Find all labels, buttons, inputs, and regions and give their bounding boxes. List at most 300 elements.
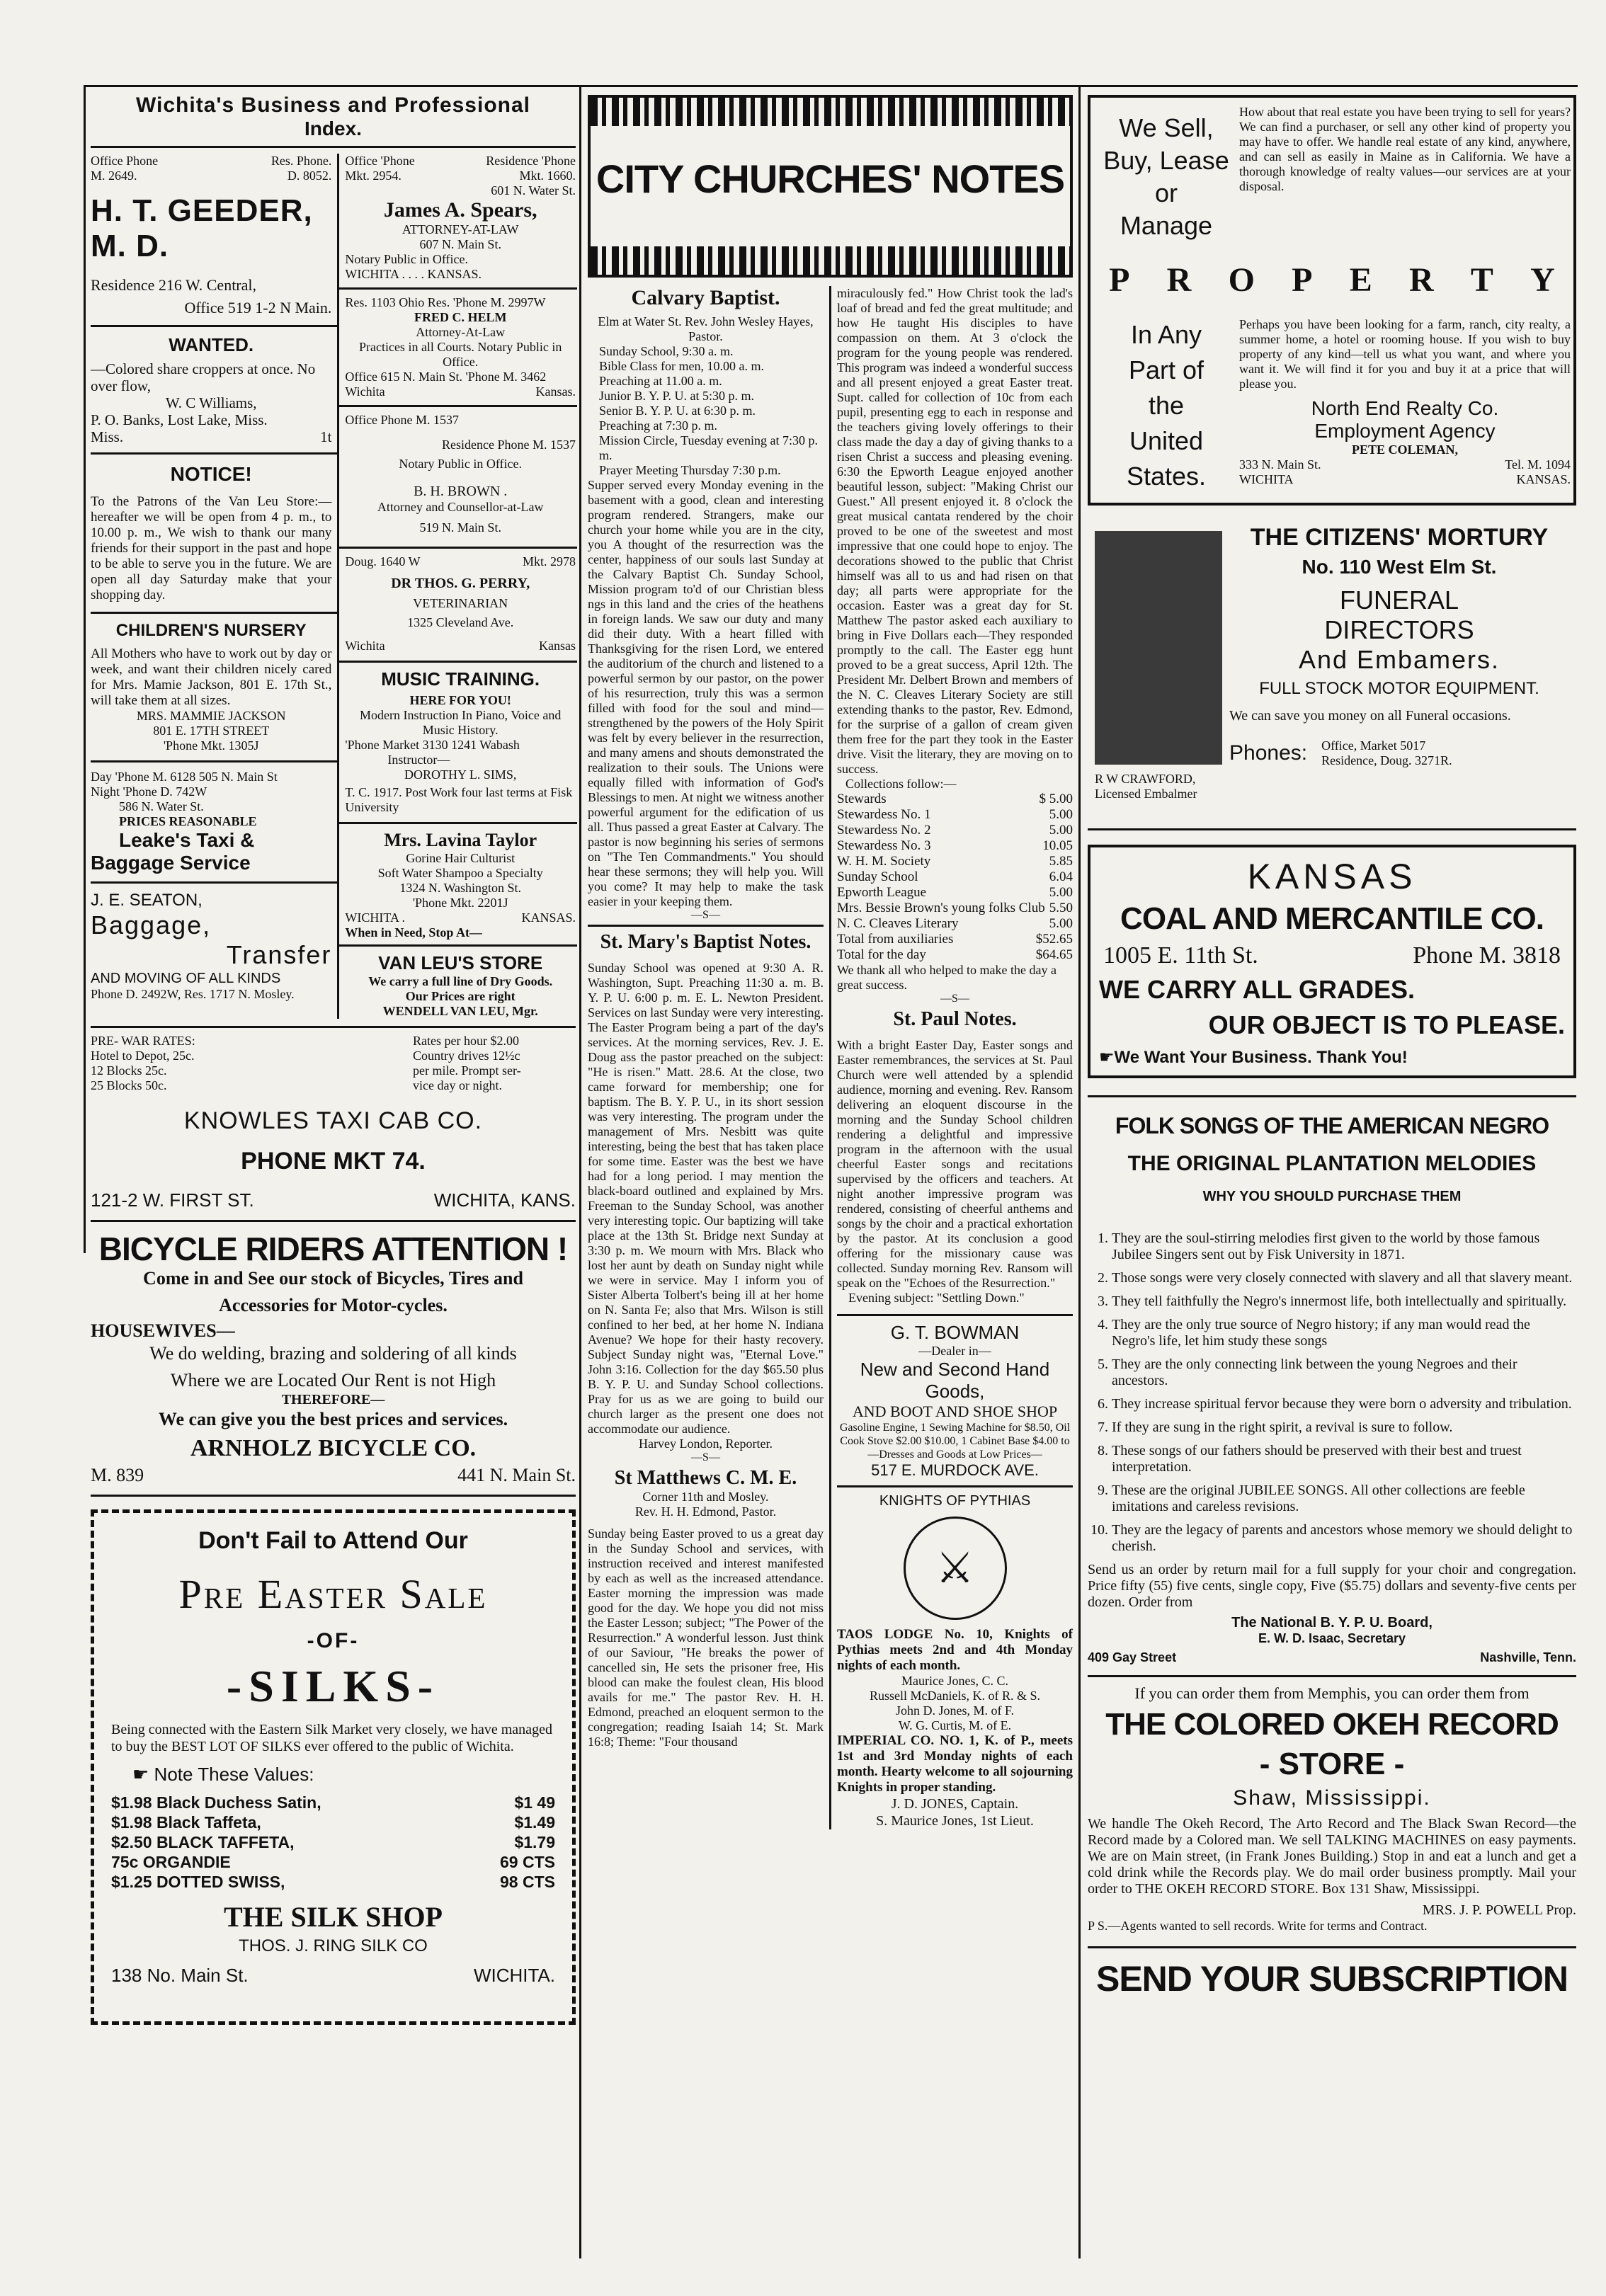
spears-res-phone: Residence 'Phone Mkt. 1660.: [486, 154, 576, 183]
schedule-line: Preaching at 11.00 a. m.: [599, 374, 722, 388]
silk-silks: -SILKS-: [226, 1661, 440, 1711]
taylor-city: WICHITA .: [345, 910, 405, 925]
collections-table: [837, 792, 1073, 963]
knowles-name: KNOWLES TAXI CAB CO.: [183, 1107, 483, 1134]
folk-title: FOLK SONGS OF THE AMERICAN NEGRO: [1115, 1113, 1549, 1138]
helm-title: Attorney-At-Law: [416, 325, 506, 339]
okeh-body: We handle The Okeh Record, The Arto Record and The Black Swan Record—the Record made by a Colored man. We sell TALKING MACHINES on easy payments. We are on Main street, (in Frank Jones Building.) Stop in and eat a lunch and get a cold drink while the Records play. We do mail order business promptly. Mail your order to THE OKEH RECORD STORE. Box 131 Shaw, Mississippi.: [1088, 1816, 1576, 1897]
schedule-line: Preaching at 7:30 p. m.: [599, 418, 717, 433]
collection-amount: $52.65: [1035, 932, 1073, 947]
folk-reason: 2. Those songs were very closely connected with slavery and all that slavery meant.: [1112, 1270, 1576, 1286]
leake-addr: 586 N. Water St.: [119, 799, 204, 813]
divider: [91, 1026, 576, 1028]
rate-line: 25 Blocks 50c.: [91, 1078, 167, 1092]
bicycle-ad: [91, 1230, 576, 1486]
photo-caption: R W CRAWFORD,: [1095, 772, 1196, 786]
collection-row: [837, 885, 1073, 901]
kansas-grades: WE CARRY ALL GRADES.: [1099, 975, 1416, 1004]
spears-notary: Notary Public in Office.: [345, 252, 469, 266]
leake-prices: PRICES REASONABLE: [119, 814, 257, 828]
taylor-address: 1324 N. Washington St.: [399, 881, 522, 895]
bicycle-line3: We do welding, brazing and soldering of all kinds: [149, 1343, 517, 1364]
wanted-tail2: 1t: [320, 428, 332, 445]
collection-amount: 5.50: [1049, 901, 1073, 915]
seaton-phone: Phone D. 2492W, Res. 1717 N. Mosley.: [91, 987, 295, 1001]
helm-state: Kansas.: [535, 384, 576, 399]
stpaul-body: With a bright Easter Day, Easter songs and Easter remembrances, the services at St. Paul Church were well attended by a splendid audience, morning and evening. Rev. Ransom delivering an eloquent discourse in the morning and the Sunday School children rendering a delightful and impressive program in the afternoon with the usual cheerful Easter songs and recitations supervised by the officers and teachers. At night another impressive program was rendered, consisting of cheerful anthems and songs by the choir and a practical exhortation by the pastor. At its conclusion a good offering for the missionary cause was collected. Sunday morning Rev. Ransom will speak on the "Echoes of the Resurrection.": [837, 1038, 1073, 1290]
collection-label: Mrs. Bessie Brown's young folks Club: [837, 901, 1045, 915]
taylor-note: When in Need, Stop At—: [345, 925, 482, 939]
realty-manager: PETE COLEMAN,: [1351, 442, 1458, 457]
divider: [339, 405, 577, 407]
kansas-want-text: We Want Your Business. Thank You!: [1114, 1048, 1408, 1067]
collection-amount: 10.05: [1042, 838, 1073, 853]
notice-body: To the Patrons of the Van Leu Store:—hereafter we will be open from 4 p. m., to 10.00 p. m., We wish to thank our many friends for their support in the past and hope to be able to serve you in the future. We are open all day Saturday make that your shopping day.: [91, 494, 332, 602]
kop-officer: Maurice Jones, C. C.: [901, 1674, 1008, 1688]
helm-office: Office 615 N. Main St. 'Phone M. 3462: [345, 370, 547, 384]
folk-songs-ad: [1088, 1095, 1576, 1665]
price-value: $1.79: [514, 1833, 555, 1851]
collection-label: Stewardess No. 2: [837, 823, 931, 838]
kansas-coal-ad: [1088, 845, 1576, 1078]
collection-amount: 6.04: [1049, 869, 1073, 884]
property-banner: [1090, 261, 1573, 299]
brown-notary: Notary Public in Office.: [399, 457, 523, 471]
wanted-address: P. O. Banks, Lost Lake, Miss.: [91, 411, 268, 428]
knowles-left-rates: [91, 1034, 195, 1093]
church-subcolumn-left: Calvary Baptist. Elm at Water St. Rev. John Wesley Hayes, Pastor. Sunday School, 9:30 a. m. Bible Class for men, 10.00 a. m. Preaching at 11.00 a. m. Junior B. Y. P. U. at 5:30 p. m. Senior B. Y. P. U. at 6:30 p. m. Preaching at 7:30 p. m. Mission Circle, Tuesday evening at 7:30 p. m. Prayer Meeting Thursday 7:30 p.m. Supper served every Monday evening in the basement with a good, clean and interesting program rendered. Strangers, make our church your home while you are in the city, you A thought of the resurrection was the center, happiness of our souls last Sunday at the Calvary Baptist Ch. Sunday School, Mission program to'd of our Christian bless ngs in this land and the cries of the heathens in foreign lands. We saw our duty and many did their duty. With a heart filled with Thanksgiving for the risen Lord, we entered the auditorium of the church and listened to a powerful sermon by our pastor, on the power of his resurrection, truly this was a sermon filled with food for the soul and mind—strengthened by the powers of the Holy Spirit was felt by every believer in the resurrection, and many amens and shouts demonstrated the realization to their souls. The Unions were equally filled with information of God's Blessings to men. At night we witness another powerful argument for the edification of us all. Thus passed a great Easter at Calvary. The pastor is now beginning his series of sermons on "The Ten Commandments." You should hear these sermons; they will help you. Will you come? It may help to make the task easier in your keeping them. —S— St. Mary's Baptist Notes. Sunday School was opened at 9:30 A. R. Washington, Supt. Preaching 11:30 a. m. B. Y. P. U. 6:00 p. m. E. L. Newton President. Services on last Sunday were very interesting. The Easter Program being a part of the day's services. At the morning services, Rev. J. E. Doug ass the pastor preached on the subject: "He is risen." Matt. 28.6. At the close, two came forward for membership; one for baptism. The B. Y. P. U., in its short session was very interesting. The program under the management of Mrs. Nesbitt was quite interesting, being the best that has taken place for some time. Easter was the best we have had for a long period. I may mention the black-board outlined and explained by Mrs. Freeman to the Sunday School, was another very interesting topic. Our baptizing will take place at the 13th St. Bridge next Sunday at 3:30 p. m. We mourn with Mrs. Black who lost her aunt by death on Sunday night while we were in service. May I inform you of Sister Alberta Tolbert's being ill at her home on N. Santa Fe; also that Mrs. Wilson is still confined to her bed, at her home N. Indiana Avenue? We hope for their hasty recovery. Subject Sunday night was, "Eternal Love." John 3:16. Collection for the day $65.50 plus B. Y. P. U. and Sunday School collections. Pray for us as we are going to build our church larger as the present one does not accommodate our audience. Harvey London, Reporter. —S— St Matthews C. M. E. Corner 11th and Mosley. Rev. H. H. Edmond, Pastor. Sunday being Easter proved to us a great day in the Sunday School and services, with instruction received and interest manifested by each as well as the increased attendance. Easter morning the impression was made good for the day. We hope you did not miss the Easter Lesson; subject; "The Power of the Resurrection." A wonderful lesson. Just think of our Saviour, "He breaks the power of cancelled sin, He sets the prisoner free, His blood can make the foulest clean, His blood avails for me." The pastor Rev. H. H. Edmond, preached an eloquent sermon to the congregation; reading Isaiah 14; St. Mark 16:8; Theme: "Four thousand: [588, 286, 831, 1829]
spears-address: 601 N. Water St.: [491, 183, 576, 198]
right-column: [1088, 85, 1576, 1999]
collection-row: [837, 947, 1073, 963]
okeh-place: Shaw, Mississippi.: [1233, 1786, 1431, 1810]
mortuary-stock: FULL STOCK MOTOR EQUIPMENT.: [1259, 679, 1539, 698]
rate-line: Hotel to Depot, 25c.: [91, 1049, 195, 1063]
taylor-spec: Soft Water Shampoo a Specialty: [377, 866, 543, 880]
price-value: 69 CTS: [500, 1853, 555, 1871]
bowman-address: 517 E. MURDOCK AVE.: [871, 1461, 1039, 1479]
divider: [91, 760, 337, 763]
okeh-record-ad: [1088, 1675, 1576, 1934]
realty-ad: [1088, 95, 1576, 506]
taylor-name: Mrs. Lavina Taylor: [384, 830, 537, 850]
vanleu-title: VAN LEU'S STORE: [378, 952, 543, 973]
subscription-text: SEND YOUR SUBSCRIPTION: [1095, 1959, 1568, 1999]
okeh-title: THE COLORED OKEH RECORD: [1105, 1707, 1559, 1742]
property-letter: P: [1292, 261, 1313, 299]
silk-note: [111, 1764, 555, 1786]
music-phone: 'Phone Market 3130 1241 Wabash: [345, 738, 520, 752]
churches-banner: [588, 95, 1073, 278]
bowman-ad: [837, 1314, 1073, 1487]
bowman-dealer: —Dealer in—: [918, 1344, 991, 1358]
knowles-taxi-ad: [91, 1034, 576, 1211]
phones-label: Phones:: [1229, 741, 1308, 765]
helm-res: Res. 1103 Ohio Res. 'Phone M. 2997W: [345, 295, 546, 309]
kop-officer: W. G. Curtis, M. of E.: [898, 1718, 1012, 1732]
divider: [339, 287, 577, 290]
rate-line: Rates per hour $2.00: [413, 1034, 519, 1048]
realty-left-line: or: [1154, 178, 1178, 207]
business-index-title: Wichita's Business and Professional: [135, 93, 530, 117]
schedule-line: Sunday School, 9:30 a. m.: [599, 344, 734, 358]
okeh-ps: P S.—Agents wanted to sell records. Write for terms and Contract.: [1088, 1919, 1428, 1933]
column-rule: [579, 85, 581, 2258]
music-term: T. C. 1917. Post Work four last terms at Fisk University: [345, 785, 573, 814]
rate-line: 12 Blocks 25c.: [91, 1063, 167, 1078]
realty-left-line: Manage: [1120, 211, 1213, 240]
silk-attend: Don't Fail to Attend Our: [198, 1527, 468, 1554]
price-row: [111, 1812, 555, 1832]
kansas-object: OUR OBJECT IS TO PLEASE.: [1208, 1010, 1565, 1039]
divider: [339, 944, 577, 947]
column-rule: [1078, 85, 1081, 2258]
music-instructor-label: Instructor—: [387, 753, 450, 767]
brown-name: B. H. BROWN .: [414, 484, 508, 499]
spears-name: James A. Spears,: [383, 198, 537, 222]
brown-address: 519 N. Main St.: [419, 520, 501, 535]
bowman-line2: Goods,: [925, 1381, 985, 1402]
folk-reason: 1. They are the soul-stirring melodies first given to the world by those famous Jubilee Singers sent out by Fisk University in 1871.: [1112, 1230, 1576, 1263]
divider: [91, 325, 337, 327]
stmatthews-sub1: Corner 11th and Mosley.: [642, 1490, 769, 1504]
calvary-intro: Elm at Water St. Rev. John Wesley Hayes, Pastor.: [598, 314, 814, 343]
bicycle-line1: Come in and See our stock of Bicycles, Tires and: [143, 1268, 523, 1289]
office-phone: Office Phone M. 2649.: [91, 154, 159, 183]
collection-label: W. H. M. Society: [837, 854, 931, 869]
folk-reason: 7. If they are sung in the right spirit, a revival is sure to follow.: [1112, 1420, 1576, 1436]
perry-name: DR THOS. G. PERRY,: [391, 576, 530, 591]
knights-pythias-ad: [837, 1493, 1073, 1829]
collection-amount: 5.00: [1049, 823, 1073, 838]
rate-line: PRE- WAR RATES:: [91, 1034, 195, 1048]
music-sub: HERE FOR YOU!: [409, 693, 511, 707]
realty-tel: Tel. M. 1094: [1505, 457, 1571, 472]
collection-amount: 5.00: [1049, 885, 1073, 900]
realty-name: North End Realty Co.: [1311, 397, 1499, 419]
realty-left-line: the: [1148, 391, 1185, 420]
stmary-reporter: Harvey London, Reporter.: [639, 1437, 773, 1451]
collection-row: [837, 838, 1073, 854]
rate-line: vice day or night.: [413, 1078, 502, 1092]
folk-reasons-list: [1088, 1230, 1576, 1555]
geeder-residence: Residence 216 W. Central,: [91, 276, 257, 294]
mortuary-text: [1229, 524, 1569, 768]
collection-label: Stewards: [837, 792, 887, 806]
divider: [339, 822, 577, 824]
divider: [91, 1495, 576, 1497]
stmary-title: St. Mary's Baptist Notes.: [588, 925, 824, 954]
kansas-want: [1099, 1047, 1565, 1068]
collections-title: Collections follow:—: [845, 777, 957, 791]
divider: [91, 452, 337, 455]
folk-reason: 9. These are the original JUBILEE SONGS. All other collections are feeble imitations and careless revisions.: [1112, 1483, 1576, 1515]
perry-address: 1325 Cleveland Ave.: [407, 615, 514, 629]
price-label: 75c ORGANDIE: [111, 1853, 231, 1871]
realty-address: 333 N. Main St.: [1239, 457, 1321, 472]
price-row: [111, 1793, 555, 1812]
okeh-intro: If you can order them from Memphis, you can order them from: [1134, 1684, 1530, 1702]
realty-top-text: How about that real estate you have been trying to sell for years? We can find a purchaser, or sell any other kind of property you may have to offer. We handle real estate of any kind, anywhere, and can sell as easily in Maine as in California. We have a thorough knowledge of realty values—our services are at your disposal.: [1239, 105, 1571, 193]
leake-name: Leake's Taxi &: [119, 829, 255, 851]
kop-lieut: S. Maurice Jones, 1st Lieut.: [876, 1813, 1034, 1829]
schedule-line: Senior B. Y. P. U. at 6:30 p. m.: [599, 404, 756, 418]
realty-left-line: States.: [1126, 462, 1207, 491]
folk-reason: 4. They are the only true source of Negro history; if any man would read the Negro's life, let him study these songs: [1112, 1317, 1576, 1349]
geeder-phones: [91, 154, 331, 183]
calvary-continued: miraculously fed." How Christ took the lad's loaf of bread and fed the great multitude; and how He taught His disciples to have compassion on them. At 3 o'clock the program for the young people was rendered. This program was indeed a wonderful success and all present enjoyed a great Easter treat. Supt. called for collection of 10c from each pupil, presenting egg to each in response and the teachers giving lovely offerings to their class made the day a day of giving thanks to a risen Christ a success and pleasing evening. 6:30 the Epworth League enjoyed another beautiful lesson, subject: "Making Christ our Guest." All present enjoyed it. 8 o'clock the great musical cantata rendered by the choir proved to be one of the sweetest and most impressive that one could hope to enjoy. The decorations showed to the public that Christ himself was all to us and had risen on that day; all parts were appropriate for the occasion. Easter was a great day for St. Matthew The pastor asked each auxiliary to bring in Five Dollars each—They responded promptly to the call. The Easter egg hunt proved to be a great success, April 12th. The President Mr. Delbert Brown and members of the N. C. Cleaves Literary Society are still extending thanks to the pastor, Rev. Edmond, for the surprise of a gallon of cream given them free for the part they took in the Easter drive. Visit the literary, they are moving on to success.: [837, 286, 1073, 776]
schedule-line: Mission Circle, Tuesday evening at 7:30 p. m.: [599, 433, 818, 462]
price-row: [111, 1852, 555, 1872]
collection-label: Stewardess No. 1: [837, 807, 931, 822]
kansas-address: 1005 E. 11th St.: [1103, 942, 1258, 969]
stmatthews-sub2: Rev. H. H. Edmond, Pastor.: [634, 1504, 777, 1519]
divider: [91, 1220, 576, 1222]
calvary-title: Calvary Baptist.: [631, 286, 780, 309]
leake-night: Night 'Phone D. 742W: [91, 784, 207, 799]
nursery-body: All Mothers who have to work out by day or week, and want their children nicely cared for Mrs. Mamie Jackson, 801 E. 17th St., will take them at all sizes.: [91, 646, 332, 708]
collection-row: [837, 854, 1073, 869]
collection-label: Total from auxiliaries: [837, 932, 954, 947]
kop-officer: Russell McDaniels, K. of R. & S.: [870, 1689, 1040, 1703]
divider: [339, 661, 577, 663]
folk-reason: 3. They tell faithfully the Negro's innermost life, both intellectually and spiritually.: [1112, 1293, 1576, 1310]
folk-reason: 10. They are the legacy of parents and ancestors whose memory we should delight to cherish.: [1112, 1522, 1576, 1555]
silk-title: Pre Easter Sale: [178, 1571, 488, 1617]
spears-title: ATTORNEY-AT-LAW: [402, 222, 519, 236]
silk-shop: THE SILK SHOP: [224, 1901, 443, 1933]
perry-city: Wichita: [345, 639, 385, 653]
mortuary-res-phone: Residence, Doug. 3271R.: [1321, 753, 1452, 767]
realty-left-line: Part of: [1128, 355, 1204, 384]
leake-day: Day 'Phone M. 6128 505 N. Main St: [91, 770, 278, 784]
bicycle-line4: Where we are Located Our Rent is not High: [170, 1370, 496, 1390]
realty-left-line: Buy, Lease: [1103, 146, 1229, 175]
bowman-line3: AND BOOT AND SHOE SHOP: [852, 1403, 1058, 1420]
bicycle-housewives: HOUSEWIVES—: [91, 1320, 235, 1341]
nursery-address: 801 E. 17TH STREET: [153, 724, 270, 738]
realty-city: WICHITA: [1239, 472, 1294, 486]
collection-row: [837, 807, 1073, 823]
mortuary-address: No. 110 West Elm St.: [1302, 556, 1497, 578]
column-rule: [84, 85, 86, 1253]
geeder-name: H. T. GEEDER, M. D.: [91, 193, 313, 263]
geeder-office: Office 519 1-2 N Main.: [184, 299, 332, 316]
mortuary-office-phone: Office, Market 5017: [1321, 738, 1426, 753]
churches-column: [588, 85, 1073, 1829]
kop-imperial: IMPERIAL CO. NO. 1, K. of P., meets 1st and 3rd Monday nights of each month. Hearty welcome to all sojourning Knights in proper standing.: [837, 1733, 1073, 1795]
property-letter: R: [1408, 261, 1434, 299]
divider: [91, 881, 337, 884]
collections-thanks: We thank all who helped to make the day a great success.: [837, 963, 1057, 992]
churches-banner-title: CITY CHURCHES' NOTES: [596, 156, 1065, 201]
collection-amount: 5.85: [1049, 854, 1073, 869]
kop-title: KNIGHTS OF PYTHIAS: [879, 1493, 1031, 1509]
bicycle-name: ARNHOLZ BICYCLE CO.: [190, 1435, 477, 1461]
collection-label: Stewardess No. 3: [837, 838, 931, 853]
seaton-line3: AND MOVING OF ALL KINDS: [91, 971, 281, 986]
collection-amount: $64.65: [1035, 947, 1073, 962]
taylor-state: KANSAS.: [521, 910, 576, 925]
business-index-subtitle: Index.: [304, 118, 362, 139]
wanted-tail: Miss.: [91, 428, 124, 445]
property-letter: Y: [1530, 261, 1555, 299]
collection-amount: $ 5.00: [1039, 792, 1073, 806]
bicycle-title: BICYCLE RIDERS ATTENTION !: [98, 1230, 568, 1267]
property-letter: T: [1470, 261, 1493, 299]
perry-title: VETERINARIAN: [413, 596, 508, 610]
property-letter: P: [1109, 261, 1130, 299]
wanted-name: W. C Williams,: [165, 394, 257, 411]
price-value: $1.49: [514, 1813, 555, 1832]
mortuary-embalmers: And Embamers.: [1298, 645, 1500, 674]
ornament-border: [591, 98, 1070, 126]
stmatthews-title: St Matthews C. M. E.: [614, 1467, 797, 1489]
collection-label: Sunday School: [837, 869, 918, 884]
folk-reason: 8. These songs of our fathers should be preserved with their best and truest interpretation.: [1112, 1443, 1576, 1475]
realty-left-line: In Any: [1130, 320, 1202, 349]
taylor-title: Gorine Hair Culturist: [406, 851, 516, 865]
kansas-title: KANSAS: [1247, 857, 1417, 896]
taylor-phone: 'Phone Mkt. 2201J: [412, 896, 508, 910]
nursery-phone: 'Phone Mkt. 1305J: [163, 738, 259, 753]
seaton-line2: Transfer: [226, 940, 332, 969]
music-title: MUSIC TRAINING.: [381, 668, 540, 690]
kop-captain: J. D. JONES, Captain.: [891, 1796, 1019, 1812]
brown-res: Residence Phone M. 1537: [442, 438, 576, 452]
index-subcolumn-right: [339, 154, 576, 1019]
ornament-border: [591, 246, 1070, 275]
collection-row: [837, 901, 1073, 916]
silk-note-text: Note These Values:: [154, 1764, 314, 1785]
nursery-name: MRS. MAMMIE JACKSON: [136, 709, 286, 723]
collection-amount: 5.00: [1049, 807, 1073, 822]
knights-emblem-icon: ⚔: [904, 1517, 1007, 1620]
perry-mkt: Mkt. 2978: [522, 554, 576, 569]
collection-label: Epworth League: [837, 885, 927, 900]
divider: [91, 612, 337, 614]
knowles-phone: PHONE MKT 74.: [241, 1148, 426, 1175]
wanted-title: WANTED.: [169, 334, 254, 355]
rate-line: Country drives 12½c: [413, 1049, 520, 1063]
kop-body: TAOS LODGE No. 10, Knights of Pythias meets 2nd and 4th Monday nights of each month.: [837, 1627, 1073, 1673]
schedule-line: Prayer Meeting Thursday 7:30 p.m.: [599, 463, 781, 477]
realty-state: KANSAS.: [1516, 472, 1571, 486]
stmatthews-body: Sunday being Easter proved to us a great day in the Sunday School and services, with instruction received and interest manifested by each as well as the increased attendance. Easter morning the impression was made good for the day. We hope you did not miss the Easter Lesson; subject; "The Power of the Resurrection." A wonderful lesson. Just think of our Saviour, "He breaks the power of cancelled sin, He sets the prisoner free, His blood can make the foulest clean, His blood avails for me." The pastor Rev. H. H. Edmond, preached an eloquent sermon to the congregation; reading Isaiah 14; St. Mark 16:8; Theme: "Four thousand: [588, 1526, 824, 1749]
bowman-name: G. T. BOWMAN: [890, 1322, 1020, 1343]
schedule-line: Junior B. Y. P. U. at 5:30 p. m.: [599, 389, 755, 403]
property-letter: R: [1166, 261, 1192, 299]
mortuary-phones: [1229, 738, 1569, 768]
realty-agency: Employment Agency: [1314, 420, 1496, 442]
realty-left-bottom: [1099, 317, 1234, 494]
collection-row: [837, 792, 1073, 807]
rate-line: per mile. Prompt ser-: [413, 1063, 521, 1078]
mortuary-directors: DIRECTORS: [1324, 615, 1474, 644]
leake-name2: Baggage Service: [91, 852, 251, 874]
collection-row: [837, 823, 1073, 838]
knowles-right-rates: [413, 1034, 576, 1093]
music-body: Modern Instruction In Piano, Voice and Music History.: [360, 708, 562, 737]
index-subcolumn-left: [91, 154, 339, 1019]
price-row: [111, 1832, 555, 1852]
property-letter: O: [1228, 261, 1255, 299]
folk-secretary: E. W. D. Isaac, Secretary: [1258, 1631, 1406, 1645]
knowles-address: 121-2 W. FIRST ST.: [91, 1189, 254, 1211]
folk-sub: THE ORIGINAL PLANTATION MELODIES: [1127, 1152, 1537, 1175]
mortuary-save: We can save you money on all Funeral occasions.: [1229, 708, 1511, 724]
vanleu-line2: Our Prices are right: [405, 989, 516, 1003]
bicycle-line2: Accessories for Motor-cycles.: [219, 1295, 448, 1315]
spears-office: 607 N. Main St.: [419, 237, 501, 251]
helm-name: FRED C. HELM: [414, 310, 507, 324]
vanleu-line1: We carry a full line of Dry Goods.: [368, 974, 553, 988]
brown-office: Office Phone M. 1537: [345, 413, 460, 427]
helm-city: Wichita: [345, 384, 385, 399]
hand-pointer-icon: ☛: [1099, 1048, 1115, 1067]
bicycle-therefore: THEREFORE—: [281, 1392, 385, 1407]
kansas-phone: Phone M. 3818: [1413, 942, 1561, 969]
church-subcolumn-right: miraculously fed." How Christ took the lad's loaf of bread and fed the great multitude; and how He taught His disciples to have compassion on them. At 3 o'clock the program for the young people was rendered. This program was indeed a wonderful success and all present enjoyed a great Easter treat. Supt. called for collection of 10c from each pupil, presenting egg to each in response and the teachers giving lovely offerings to their class made the day a day of giving thanks to a risen Christ a success and pleasing evening. 6:30 the Epworth League enjoyed another beautiful lesson, subject: "Making Christ our Guest." All present enjoyed it. 8 o'clock the great musical cantata rendered by the choir proved to be one of the sweetest and most impressive that one could hope to enjoy. The decorations showed to the public that Christ himself was all to us and had risen on that day; all parts were appropriate for the occasion. Easter was a great day for St. Matthew The pastor asked each auxiliary to bring in Five Dollars each—They responded promptly to the call. The Easter egg hunt proved to be a great success, April 12th. The President Mr. Delbert Brown and members of the N. C. Cleaves Literary Society are still extending thanks to the pastor, Rev. Edmond, for the surprise of a gallon of cream given them free for the part they took in the Easter drive. Visit the literary, they are moving on to success. Collections follow:— Stewards $ 5.00 Stewardess No. 1 5.00 Stewardess No. 2 5.00 Stewardess No. 3 10.05 W. H. M. Society 5.85 Sunday School 6.04 Epworth League 5.00 Mrs. Bessie Brown's young folks Club 5.50 N. C. Cleaves Literary 5.00 Total from auxiliaries $52.65 Total for the day $64.65 We thank all who helped to make the day a great success. —S— St. Paul Notes. With a bright Easter Day, Easter songs and Easter remembrances, the services at St. Paul Church were well attended by a splendid audience, morning and evening. Rev. Ransom delivering an eloquent discourse in the morning and the Sunday School children rendering a delightful and impressive program in the afternoon with the usual cheerful Easter songs and recitations supervised by the officers and teachers. At night another impressive program was rendered, consisting of cheerful anthems and songs by the choir and a practical exhortation by the pastor. At its conclusion a good offering for the missionary cause was collected. Sunday morning Rev. Ransom will speak on the "Echoes of the Resurrection." Evening subject: "Settling Down." G. T. BOWMAN —Dealer in— New and Second Hand Goods, AND BOOT AND SHOE SHOP Gasoline Engine, 1 Sewing Machine for $8.50, Oil Cook Stove $2.00 $10.00, 1 Cabinet Base $4.00 to —Dresses and Goods at Low Prices— 517 E. MURDOCK AVE. KNIGHTS OF PYTHIAS ⚔ TAOS LODGE No. 10, Knights of Pythias meets 2nd and 4th Monday nights of each month. Maurice Jones, C. C. Russell McDaniels, K. of R. & S. John D. Jones, M. of F. W. G. Curtis, M. of E. IMPERIAL CO. NO. 1, K. of P., meets 1st and 3rd Monday nights of each month. Hearty welcome to all sojourning Knights in proper standing. J. D. JONES, Captain. S. Maurice Jones, 1st Lieut.: [837, 286, 1073, 1829]
knowles-city: WICHITA, KANS.: [433, 1189, 576, 1211]
collection-amount: 5.00: [1049, 916, 1073, 931]
okeh-prop: MRS. J. P. POWELL Prop.: [1422, 1902, 1576, 1918]
brown-title: Attorney and Counsellor-at-Law: [377, 500, 544, 514]
collection-label: N. C. Cleaves Literary: [837, 916, 959, 931]
silk-city: WICHITA.: [473, 1965, 555, 1986]
seaton-name: J. E. SEATON,: [91, 891, 203, 910]
kansas-name: COAL AND MERCANTILE CO.: [1120, 901, 1544, 936]
price-label: $2.50 BLACK TAFFETA,: [111, 1833, 295, 1851]
hand-pointer-icon: ☛: [132, 1764, 149, 1785]
music-instructor: DOROTHY L. SIMS,: [404, 767, 517, 782]
calvary-body: Supper served every Monday evening in the basement with a good, clean and interesting program rendered. Strangers, make our church your home while you are in the city, you A thought of the resurrection was the center, happiness of our souls last Sunday at the Calvary Baptist Ch. Sunday School, Mission program to'd of our Christian bless ngs in this land and the cries of the heathens in foreign lands. We saw our duty and many did their duty. With a heart filled with Thanksgiving for the risen Lord, we entered the auditorium of the church and listened to a powerful sermon by our pastor, on the power of his resurrection, truly this was a sermon filled with food for the soul and mind—strengthened by the powers of the Holy Spirit was felt by every believer in the resurrection, and many amens and shouts demonstrated the realization to their souls. The Unions were equally filled with information of God's Blessings to men. At night we witness another powerful argument for the edification of us all. Thus passed a great Easter at Calvary. The pastor is now beginning his series of sermons on "The Ten Commandments." You should hear these sermons; they will help you. Will you come? It may help to make the task easier in your keeping them.: [588, 478, 824, 908]
vanleu-owner: WENDELL VAN LEU, Mgr.: [382, 1004, 538, 1018]
property-letter: E: [1349, 261, 1372, 299]
okeh-store: - STORE -: [1259, 1747, 1405, 1781]
stpaul-evening: Evening subject: "Settling Down.": [848, 1291, 1025, 1305]
price-row: [111, 1872, 555, 1892]
collection-row: [837, 916, 1073, 932]
silk-address: 138 No. Main St.: [111, 1965, 249, 1986]
photo-caption2: Licensed Embalmer: [1095, 787, 1197, 801]
perry-state: Kansas: [539, 639, 576, 653]
divider: [91, 146, 576, 148]
realty-left-line: United: [1129, 426, 1204, 455]
mortuary-ad: [1088, 517, 1576, 830]
bicycle-phone: M. 839: [91, 1465, 144, 1485]
spears-city: WICHITA . . . . KANSAS.: [345, 267, 482, 281]
mortuary-title: THE CITIZENS' MORTURY: [1250, 524, 1549, 551]
price-label: $1.98 Black Taffeta,: [111, 1813, 261, 1832]
bicycle-address: 441 N. Main St.: [457, 1465, 576, 1485]
divider: [339, 547, 577, 549]
wanted-body: —Colored share croppers at once. No over flow,: [91, 360, 316, 394]
price-label: $1.25 DOTTED SWISS,: [111, 1873, 285, 1891]
schedule-line: Bible Class for men, 10.00 a. m.: [599, 359, 764, 373]
silk-company: THOS. J. RING SILK CO: [239, 1936, 428, 1955]
silk-sale-ad: [91, 1509, 576, 2025]
folk-reason: 6. They increase spiritual fervor because they were born o adversity and tribulation.: [1112, 1396, 1576, 1412]
bowman-detail: Gasoline Engine, 1 Sewing Machine for $8.50, Oil Cook Stove $2.00 $10.00, 1 Cabinet Base $4.00 to —Dresses and Goods at Low Prices—: [839, 1422, 1071, 1461]
bicycle-line5: We can give you the best prices and services.: [158, 1409, 508, 1429]
folk-why: WHY YOU SHOULD PURCHASE THEM: [1202, 1189, 1462, 1204]
price-value: $1 49: [514, 1793, 555, 1812]
folk-reason: 5. They are the only connecting link between the young Negroes and their ancestors.: [1112, 1357, 1576, 1389]
folk-city: Nashville, Tenn.: [1480, 1650, 1576, 1664]
collection-row: [837, 869, 1073, 885]
seaton-line1: Baggage,: [91, 910, 212, 939]
